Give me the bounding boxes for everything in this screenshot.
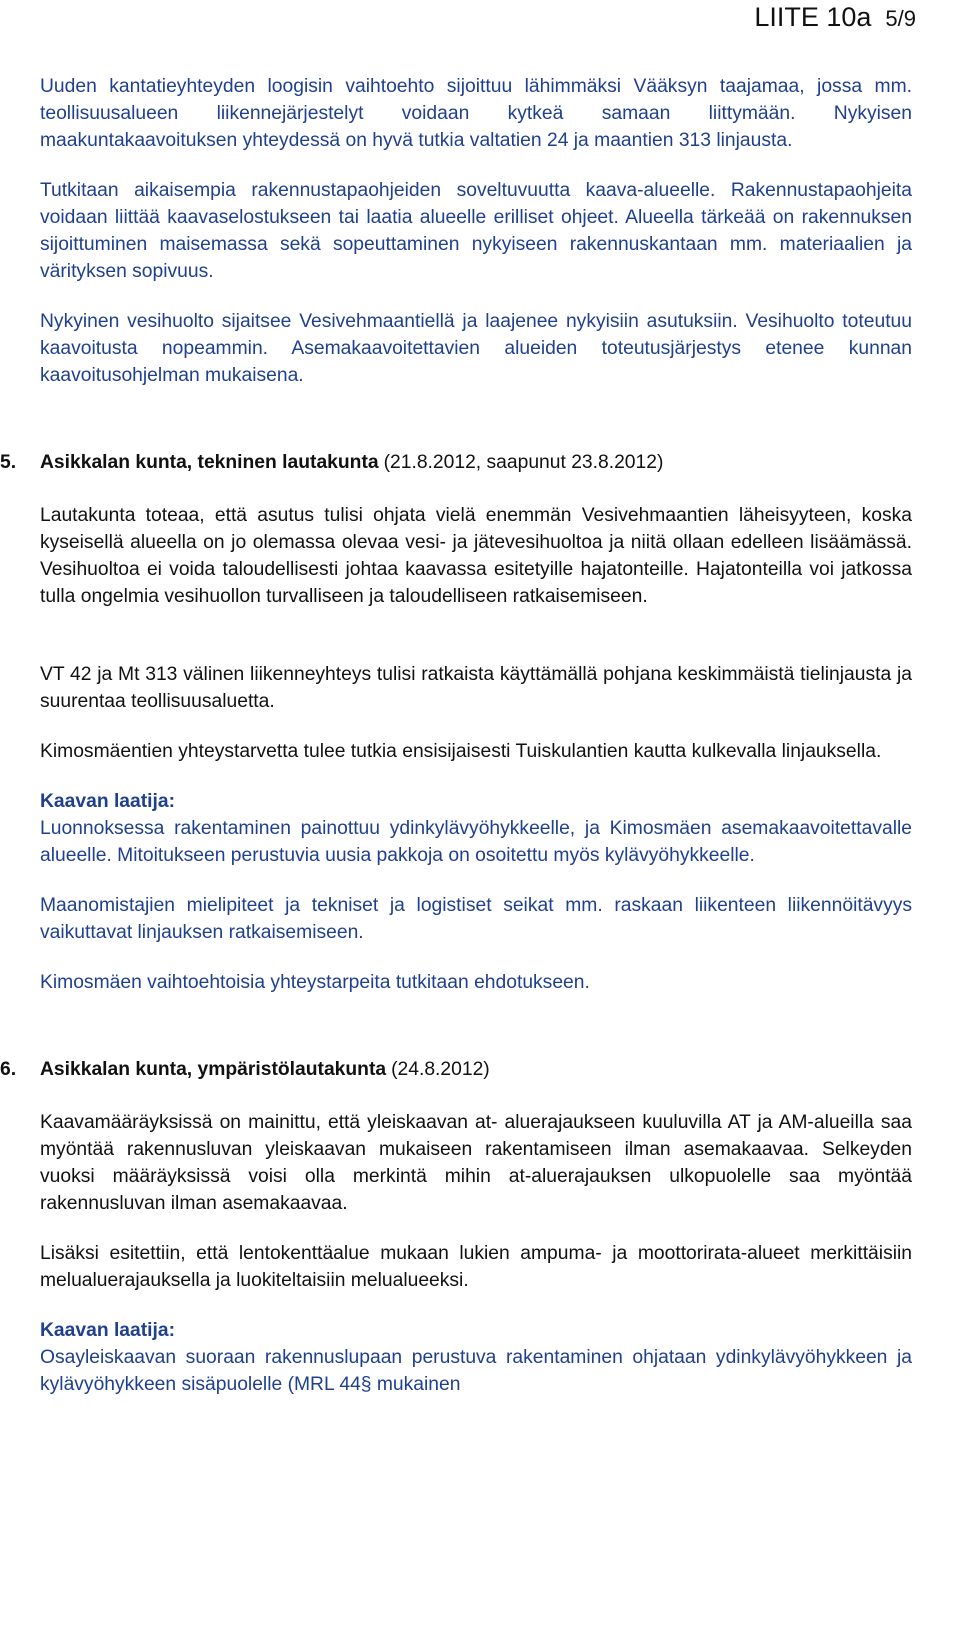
section-title: Asikkalan kunta, tekninen lautakunta (40, 452, 379, 473)
planner-paragraph: Kimosmäen vaihtoehtoisia yhteystarpeita tutkitaan ehdotukseen. (40, 972, 590, 993)
page-number: 5/9 (885, 6, 916, 31)
document-body (0, 73, 912, 1421)
planner-paragraph: Tutkitaan aikaisempia rakennustapaohjeiden soveltuvuutta kaava-alueelle. Rakennustapaohjeita voidaan liittää kaavaselostukseen tai laatia alueelle erilliset ohjeet. Alueella tärkeää on rakennuksen sijoittuminen maisemassa sekä sopeuttaminen nykyiseen rakennuskantaan mm. materiaalien ja värityksen sopivuus. (40, 180, 912, 282)
statement-paragraph: Kaavamääräyksissä on mainittu, että yleiskaavan at- aluerajaukseen kuuluvilla AT ja AM-alueilla saa myöntää rakennusluvan yleiskaavan mukaiseen rakentamiseen ilman asemakaavaa. Selkeyden vuoksi määräyksissä voisi olla merkintä mihin at-aluerajauksen ulkopuolelle saa myöntää rakennusluvan ilman asemakaavaa. (40, 1112, 912, 1214)
planner-paragraph: Uuden kantatieyhteyden loogisin vaihtoehto sijoittuu lähimmäksi Vääksyn taajamaa, jossa mm. teollisuusalueen liikennejärjestelyt voidaan kytkeä samaan liittymään. Nykyisen maakuntakaavoituksen yhteydessä on hyvä tutkia valtatien 24 ja maantien 313 linjausta. (40, 76, 912, 151)
section-title: Asikkalan kunta, ympäristölautakunta (40, 1059, 387, 1080)
statement-paragraph: Kimosmäentien yhteystarvetta tulee tutkia ensisijaisesti Tuiskulantien kautta kulkevalla linjauksella. (40, 741, 882, 762)
section-number: 5. (0, 452, 17, 473)
planner-paragraph: Luonnoksessa rakentaminen painottuu ydinkylävyöhykkeelle, ja Kimosmäen asemakaavoitettavalle alueelle. Mitoitukseen perustuvia uusia pakkoja on osoitettu myös kylävyöhykkeelle. (40, 818, 912, 866)
document-appendix-title: LIITE 10a (754, 2, 872, 32)
statement-paragraph: Lautakunta toteaa, että asutus tulisi ohjata vielä enemmän Vesivehmaantien läheisyyteen, koska kyseisellä alueella on jo olemassa olevaa vesi- ja jätevesihuoltoa ja niitä ollaan edelleen lisäämässä. Vesihuoltoa ei voida taloudellisesti johtaa kaavassa esitetyille hajatonteille. Hajatonteilla voi jatkossa tulla ongelmia vesihuollon turvalliseen ja taloudelliseen ratkaisemiseen. (40, 505, 912, 607)
section-date: (21.8.2012, saapunut 23.8.2012) (383, 452, 664, 473)
planner-label: Kaavan laatija: (40, 1320, 176, 1341)
statement-paragraph: VT 42 ja Mt 313 välinen liikenneyhteys tulisi ratkaista käyttämällä pohjana keskimmäistä tielinjausta ja suurentaa teollisuusaluetta. (40, 664, 912, 712)
section-date: (24.8.2012) (391, 1059, 490, 1080)
section-heading-5 (0, 449, 912, 476)
section-heading-6 (0, 1056, 912, 1083)
planner-paragraph: Osayleiskaavan suoraan rakennuslupaan perustuva rakentaminen ohjataan ydinkylävyöhykkeen ja kylävyöhykkeen sisäpuolelle (MRL 44§ mukainen (40, 1347, 912, 1395)
section-number: 6. (0, 1059, 17, 1080)
statement-paragraph: Lisäksi esitettiin, että lentokenttäalue mukaan lukien ampuma- ja moottorirata-alueet merkittäisiin melualuerajauksella ja luokiteltaisiin melualueeksi. (40, 1243, 912, 1291)
planner-paragraph: Maanomistajien mielipiteet ja tekniset ja logistiset seikat mm. raskaan liikenteen liikennöitävyys vaikuttavat linjauksen ratkaisemiseen. (40, 895, 912, 943)
planner-label: Kaavan laatija: (40, 791, 176, 812)
planner-paragraph: Nykyinen vesihuolto sijaitsee Vesivehmaantiellä ja laajenee nykyisiin asutuksiin. Vesihuolto toteutuu kaavoitusta nopeammin. Asemakaavoitettavien alueiden toteutusjärjestys etenee kunnan kaavoitusohjelman mukaisena. (40, 311, 912, 386)
page-header (754, 0, 916, 38)
